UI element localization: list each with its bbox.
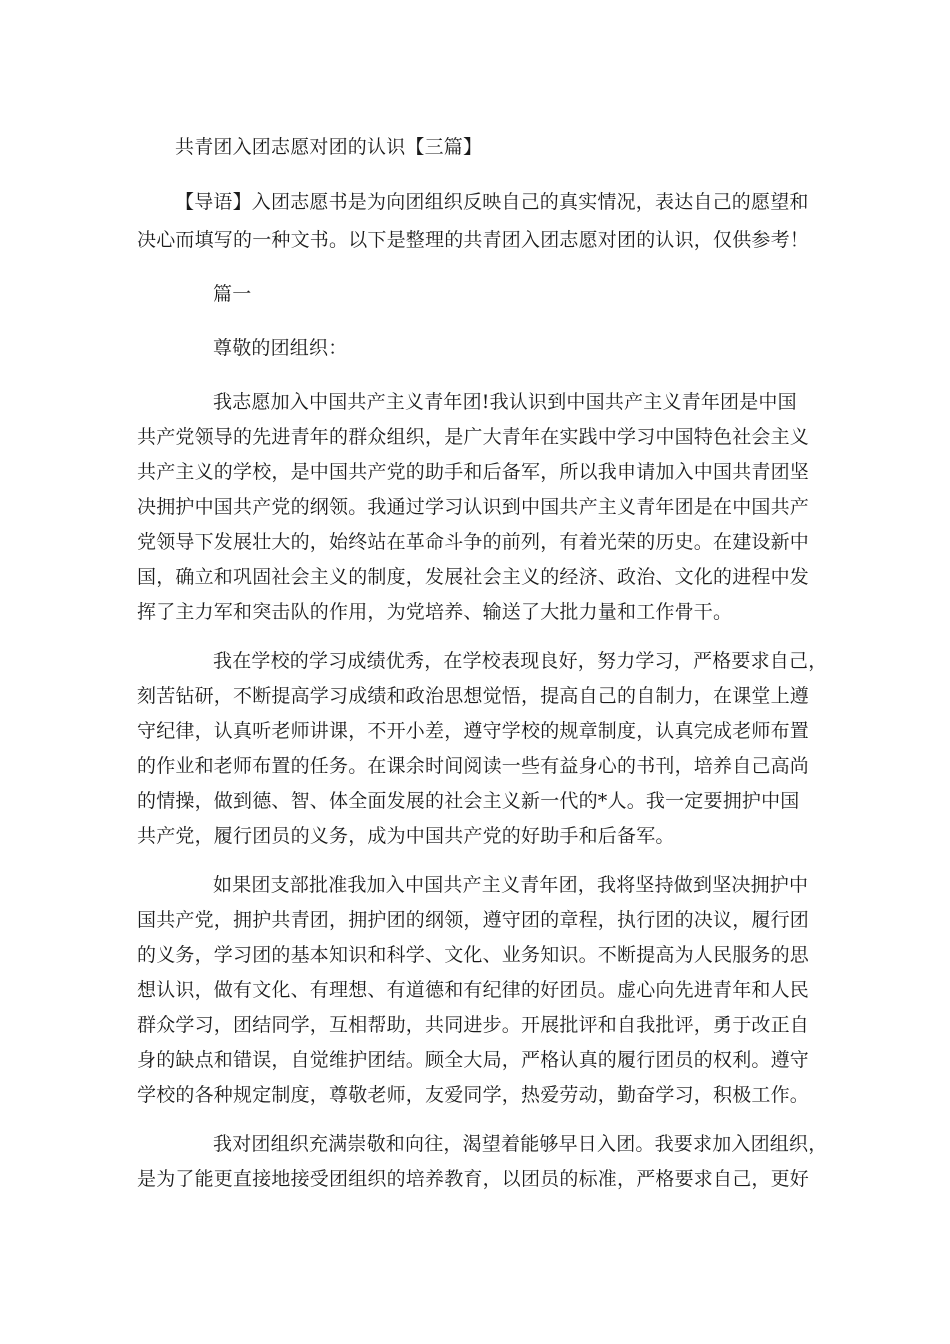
paragraph-line: 的义务，学习团的基本知识和科学、文化、业务知识。不断提高为人民服务的思	[137, 944, 810, 966]
paragraph-line: 我志愿加入中国共产主义青年团!我认识到中国共产主义青年团是中国	[213, 391, 797, 413]
paragraph-line: 的作业和老师布置的任务。在课余时间阅读一些有益身心的书刊，培养自己高尚	[137, 755, 810, 777]
paragraph-line: 共产党领导的先进青年的群众组织，是广大青年在实践中学习中国特色社会主义	[137, 426, 810, 448]
paragraph-line: 国共产党，拥护共青团，拥护团的纲领，遵守团的章程，执行团的决议，履行团	[137, 909, 810, 931]
intro-line: 决心而填写的一种文书。以下是整理的共青团入团志愿对团的认识，仅供参考！	[137, 229, 810, 251]
paragraph-line: 国，确立和巩固社会主义的制度，发展社会主义的经济、政治、文化的进程中发	[137, 566, 810, 588]
paragraph-line: 共产党，履行团员的义务，成为中国共产党的好助手和后备军。	[137, 825, 675, 847]
paragraph-line: 如果团支部批准我加入中国共产主义青年团，我将坚持做到坚决拥护中	[213, 874, 809, 896]
paragraph-line: 想认识，做有文化、有理想、有道德和有纪律的好团员。虚心向先进青年和人民	[137, 979, 810, 1001]
paragraph-line: 的情操，做到德、智、体全面发展的社会主义新一代的*人。我一定要拥护中国	[137, 790, 800, 812]
intro-line: 【导语】入团志愿书是为向团组织反映自己的真实情况，表达自己的愿望和	[175, 191, 809, 213]
paragraph-line: 是为了能更直接地接受团组织的培养教育，以团员的标准，严格要求自己，更好	[137, 1168, 810, 1190]
paragraph-line: 我对团组织充满崇敬和向往，渴望着能够早日入团。我要求加入团组织，	[213, 1133, 828, 1155]
section-heading: 篇一	[213, 283, 252, 305]
paragraph-line: 身的缺点和错误，自觉维护团结。顾全大局，严格认真的履行团员的权利。遵守	[137, 1049, 810, 1071]
document-title: 共青团入团志愿对团的认识【三篇】	[175, 136, 483, 158]
salutation: 尊敬的团组织：	[213, 337, 348, 359]
paragraph-line: 学校的各种规定制度，尊敬老师，友爱同学，热爱劳动，勤奋学习，积极工作。	[137, 1084, 810, 1106]
paragraph-line: 群众学习，团结同学，互相帮助，共同进步。开展批评和自我批评，勇于改正自	[137, 1014, 810, 1036]
paragraph-line: 共产主义的学校，是中国共产党的助手和后备军，所以我申请加入中国共青团坚	[137, 461, 810, 483]
paragraph-line: 守纪律，认真听老师讲课，不开小差，遵守学校的规章制度，认真完成老师布置	[137, 720, 810, 742]
paragraph-line: 挥了主力军和突击队的作用，为党培养、输送了大批力量和工作骨干。	[137, 601, 733, 623]
paragraph-line: 我在学校的学习成绩优秀，在学校表现良好，努力学习，严格要求自己，	[213, 650, 828, 672]
paragraph-line: 决拥护中国共产党的纲领。我通过学习认识到中国共产主义青年团是在中国共产	[137, 496, 810, 518]
paragraph-line: 刻苦钻研，不断提高学习成绩和政治思想觉悟，提高自己的自制力，在课堂上遵	[137, 685, 810, 707]
paragraph-line: 党领导下发展壮大的，始终站在革命斗争的前列，有着光荣的历史。在建设新中	[137, 531, 810, 553]
